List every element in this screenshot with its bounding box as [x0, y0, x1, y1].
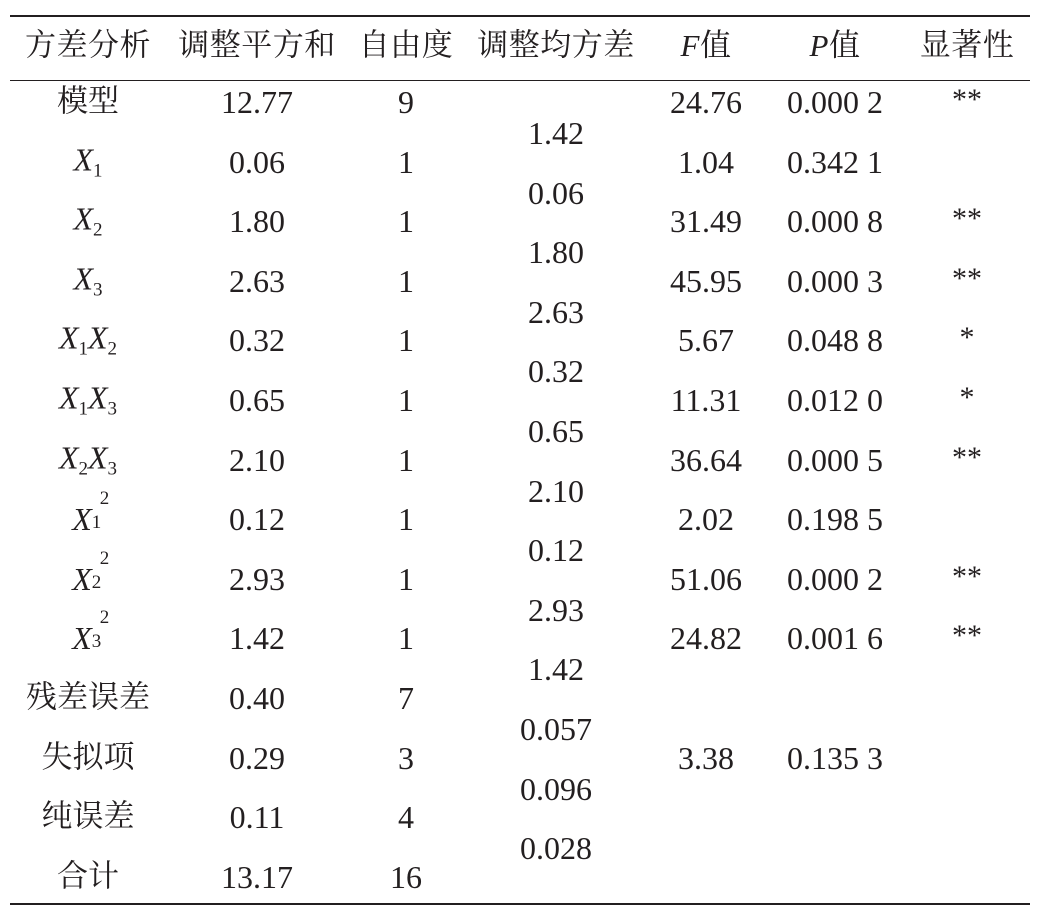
row-adjusted-ss: 12.77 [221, 84, 293, 120]
row-adjusted-ss: 0.29 [229, 739, 285, 776]
row-df: 4 [398, 799, 414, 836]
row-source-variable: X 2 2 [72, 547, 110, 597]
ms-value: 2.10 [528, 472, 584, 509]
ms-value: 0.32 [528, 353, 584, 390]
row-adjusted-ss: 13.17 [221, 858, 293, 895]
ms-value: 2.93 [528, 591, 584, 628]
row-significance: ** [952, 440, 982, 474]
row-source-variable: X 3 2 [72, 607, 110, 657]
row-significance: ** [952, 559, 982, 593]
row-p-value: 0.048 8 [787, 322, 883, 359]
row-p-value: 0.012 0 [787, 382, 883, 418]
ms-value: 0.057 [520, 711, 592, 747]
row-p-value: 0.342 1 [787, 143, 883, 180]
row-source-variable: $X_2X_3$ [58, 439, 118, 480]
header-df: 自由度 [358, 27, 454, 64]
row-adjusted-ss: 2.10 [229, 441, 285, 478]
row-source-label: 纯误差 [41, 798, 135, 835]
ms-value: 1.42 [528, 115, 584, 151]
row-adjusted-ss: 0.40 [229, 680, 285, 716]
header-rule [10, 80, 1030, 81]
header-source: 方差分析 [25, 27, 151, 64]
row-significance: * [959, 381, 975, 414]
row-f-value: 36.64 [670, 441, 742, 478]
top-rule [10, 15, 1030, 17]
row-df: 1 [398, 441, 414, 478]
row-f-value: 24.82 [670, 620, 742, 657]
row-f-value: 45.95 [670, 262, 742, 299]
row-adjusted-ss: 0.65 [229, 382, 285, 418]
row-f-value: 2.02 [678, 501, 734, 538]
row-source-variable: $X_3$ [73, 260, 103, 301]
row-f-value: 24.76 [670, 84, 742, 120]
row-p-value: 0.000 8 [787, 203, 883, 240]
row-df: 7 [398, 680, 414, 716]
row-adjusted-ss: 0.12 [229, 501, 285, 538]
row-significance: ** [952, 619, 982, 653]
row-f-value: 1.04 [678, 143, 734, 180]
ms-value: 2.63 [528, 293, 584, 330]
row-f-value: 11.31 [670, 382, 742, 418]
row-source-label: 合计 [57, 858, 119, 895]
row-f-value: 3.38 [678, 739, 734, 776]
header-p-value: P值 [809, 28, 861, 64]
header-adjusted-ms: 调整均方差 [477, 27, 635, 64]
row-source-label: 残差误差 [26, 679, 150, 716]
row-f-value: 31.49 [670, 203, 742, 240]
row-adjusted-ss: 1.80 [229, 203, 285, 240]
row-adjusted-ss: 1.42 [229, 620, 285, 657]
ms-value: 0.12 [528, 532, 584, 569]
row-df: 3 [398, 739, 414, 776]
row-df: 1 [398, 382, 414, 418]
ms-value: 0.028 [520, 830, 592, 867]
row-df: 1 [398, 620, 414, 657]
row-df: 1 [398, 203, 414, 240]
row-df: 1 [398, 322, 414, 359]
bottom-rule [10, 903, 1030, 905]
row-adjusted-ss: 2.63 [229, 262, 285, 299]
row-f-value: 51.06 [670, 560, 742, 597]
row-source-variable: $X_1$ [73, 141, 103, 182]
ms-value: 0.65 [528, 413, 584, 449]
row-significance: ** [952, 83, 982, 116]
ms-value: 0.06 [528, 174, 584, 211]
row-adjusted-ss: 2.93 [229, 560, 285, 597]
header-adjusted-ss: 调整平方和 [178, 27, 336, 64]
row-p-value: 0.000 2 [787, 84, 883, 120]
row-p-value: 0.135 3 [787, 739, 883, 776]
row-df: 1 [398, 262, 414, 299]
row-adjusted-ss: 0.11 [229, 799, 285, 836]
row-source-variable: X 1 2 [72, 488, 110, 538]
row-source-variable: $X_2$ [73, 200, 103, 241]
ms-value: 1.42 [528, 651, 584, 688]
ms-value: 0.096 [520, 770, 592, 807]
row-p-value: 0.198 5 [787, 501, 883, 538]
row-f-value: 5.67 [678, 322, 734, 359]
row-p-value: 0.000 2 [787, 560, 883, 597]
header-f-value: F值 [680, 28, 732, 64]
row-df: 1 [398, 501, 414, 538]
row-significance: * [959, 321, 975, 355]
row-source-variable: $X_1X_2$ [58, 319, 118, 360]
row-significance: ** [952, 261, 982, 295]
row-significance: ** [952, 202, 982, 236]
row-df: 1 [398, 143, 414, 180]
row-p-value: 0.000 5 [787, 441, 883, 478]
ms-value: 1.80 [528, 234, 584, 271]
row-source-variable: $X_1X_3$ [58, 379, 118, 420]
row-adjusted-ss: 0.06 [229, 143, 285, 180]
row-p-value: 0.000 3 [787, 262, 883, 299]
row-source-label: 模型 [57, 83, 119, 120]
header-significance: 显著性 [919, 27, 1015, 64]
row-df: 1 [398, 560, 414, 597]
row-adjusted-ss: 0.32 [229, 322, 285, 359]
row-p-value: 0.001 6 [787, 620, 883, 657]
row-df: 9 [398, 84, 414, 120]
row-df: 16 [390, 858, 422, 895]
row-source-label: 失拟项 [41, 739, 135, 776]
